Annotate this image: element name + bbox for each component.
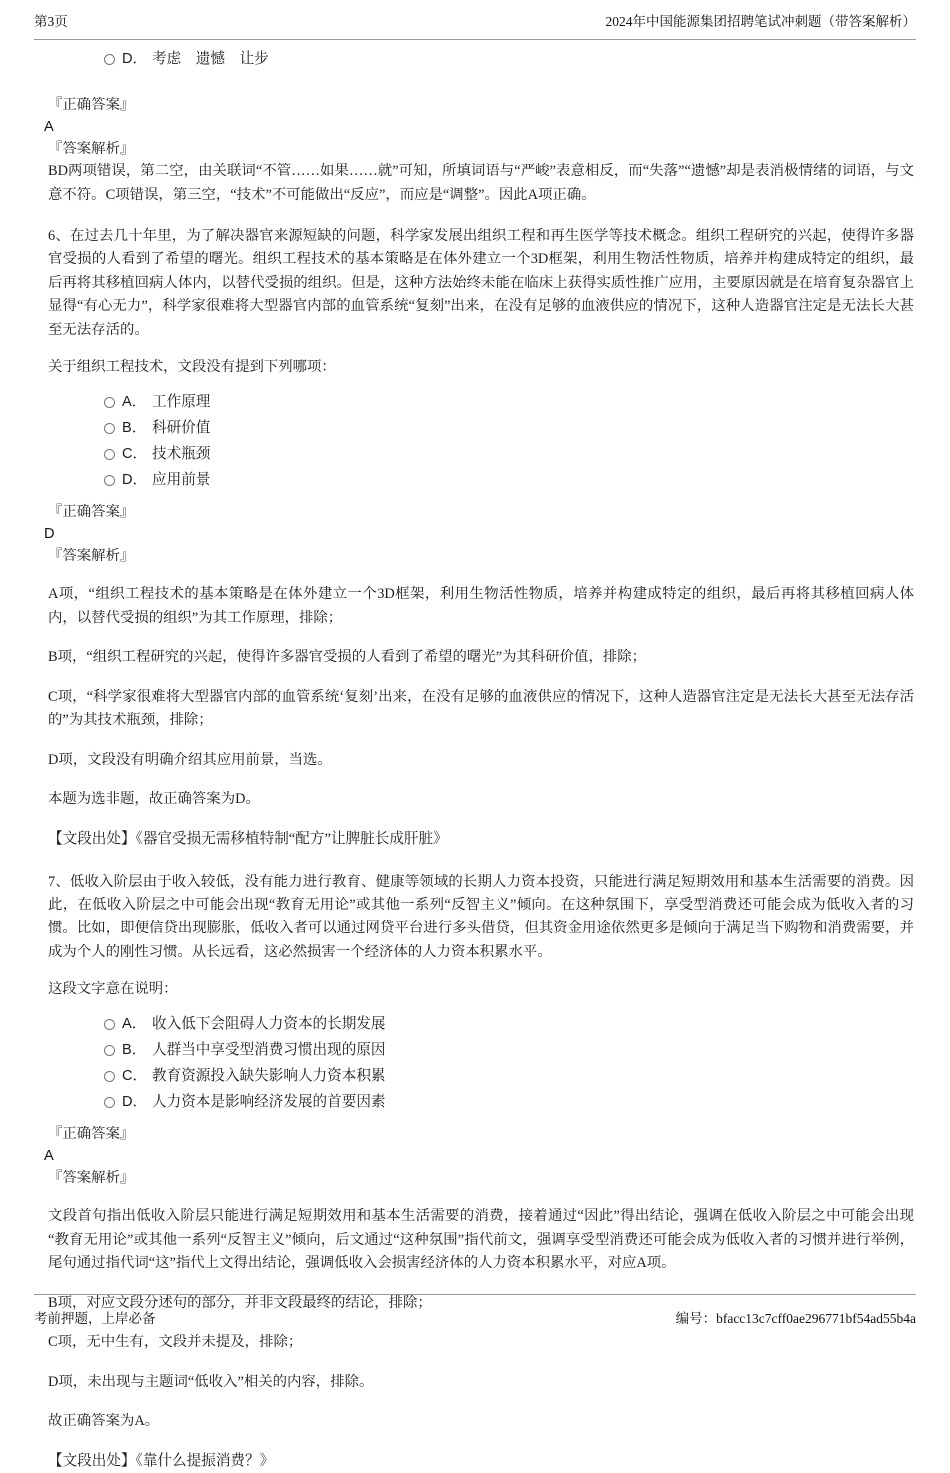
- correct-answer-value: D: [44, 526, 55, 543]
- page-footer: [34, 1294, 916, 1327]
- footer-serial-number: 编号：bfacc13c7cff0ae296771bf54ad55b4a: [675, 1311, 916, 1326]
- page-header: [34, 10, 916, 40]
- correct-answer-label: 『正确答案』: [48, 504, 135, 521]
- answer-analysis-label: 『答案解析』: [48, 548, 135, 565]
- correct-answer-value: A: [44, 119, 54, 135]
- option-letter: C．: [122, 446, 148, 463]
- analysis-paragraph: 文段首句指出低收入阶层只能进行满足短期效用和基本生活需要的消费，接着通过“因此”得出结论，强调在低收入阶层之中可能会出现“教育无用论”或其他一系列“反智主义”倾向，后文通过“这种氛围”指代前文，强调享受型消费还可能会成为低收入者的习惯并进行举例，尾句通过指代词“这”指代上文得出结论，强调低收入会损害经济体的人力资本积累水平，对应A项。: [48, 1208, 914, 1272]
- option-letter: D．: [122, 51, 148, 67]
- question-6-options: [34, 389, 916, 493]
- option-text: 工作原理: [152, 394, 211, 411]
- option-letter: B．: [122, 420, 147, 437]
- option-letter: B．: [122, 1042, 147, 1059]
- correct-answer-label: 『正确答案』: [48, 1126, 135, 1143]
- question-5-options: [34, 46, 916, 72]
- option-row[interactable]: [104, 467, 916, 493]
- option-row[interactable]: [104, 389, 916, 415]
- analysis-paragraph: D项，未出现与主题词“低收入”相关的内容，排除。: [48, 1373, 374, 1390]
- question-6-source: 【文段出处】《器官受损无需移植特制“配方”让脾脏长成肝脏》: [48, 830, 448, 847]
- option-letter: D．: [122, 472, 148, 489]
- analysis-paragraph: 故正确答案为A。: [48, 1413, 160, 1430]
- question-7-prompt: 这段文字意在说明：: [48, 981, 178, 998]
- radio-button-icon[interactable]: [104, 423, 115, 434]
- radio-button-icon[interactable]: [104, 397, 115, 408]
- option-text: 人力资本是影响经济发展的首要因素: [152, 1094, 386, 1111]
- option-text: 收入低下会阻碍人力资本的长期发展: [152, 1016, 386, 1033]
- option-row[interactable]: [104, 1011, 916, 1037]
- document-title: 2024年中国能源集团招聘笔试冲刺题（带答案解析）: [605, 14, 916, 29]
- option-letter: C．: [122, 1068, 148, 1085]
- option-row[interactable]: [104, 415, 916, 441]
- answer-analysis-label: 『答案解析』: [48, 141, 135, 157]
- option-row[interactable]: [104, 1089, 916, 1115]
- analysis-paragraph: C项，无中生有，文段并未提及，排除；: [48, 1334, 303, 1351]
- page-number: 第3页: [34, 14, 68, 29]
- question-7-options: [34, 1011, 916, 1115]
- option-row[interactable]: [104, 1037, 916, 1063]
- analysis-paragraph: C项，“科学家很难将大型器官内部的血管系统‘复刻’出来，在没有足够的血液供应的情况下，这种人造器官注定是无法长大甚至无法存活的”为其技术瓶颈，排除；: [48, 688, 914, 729]
- question-7-stem: 7、低收入阶层由于收入较低，没有能力进行教育、健康等领域的长期人力资本投资，只能进行满足短期效用和基本生活需要的消费。因此，在低收入阶层之中可能会出现“教育无用论”或其他一系列“反智主义”倾向。在这种氛围下，享受型消费还可能会成为低收入者的习惯。比如，即便信贷出现膨胀，低收入者可以通过网贷平台进行多头借贷，但其资金用途依然更多是倾向于满足当下购物和消费需要，并成为个人的刚性习惯。从长远看，这必然损害一个经济体的人力资本积累水平。: [48, 873, 914, 960]
- analysis-paragraph: B项，“组织工程研究的兴起，使得许多器官受损的人看到了希望的曙光”为其科研价值，排除；: [48, 649, 647, 666]
- radio-button-icon[interactable]: [104, 1097, 115, 1108]
- correct-answer-value: A: [44, 1148, 54, 1165]
- option-row[interactable]: [104, 1063, 916, 1089]
- option-letter: A．: [122, 394, 147, 411]
- option-text: 科研价值: [152, 420, 211, 437]
- option-text: 人群当中享受型消费习惯出现的原因: [152, 1042, 386, 1059]
- radio-button-icon[interactable]: [104, 1019, 115, 1030]
- analysis-paragraph: D项，文段没有明确介绍其应用前景，当选。: [48, 751, 332, 768]
- option-text: 应用前景: [152, 472, 211, 489]
- answer-analysis-label: 『答案解析』: [48, 1170, 135, 1187]
- radio-button-icon[interactable]: [104, 449, 115, 460]
- option-text: 考虑 遗憾 让步: [152, 51, 269, 67]
- option-row[interactable]: [104, 441, 916, 467]
- question-6-stem: 6、在过去几十年里，为了解决器官来源短缺的问题，科学家发展出组织工程和再生医学等技术概念。组织工程研究的兴起，使得许多器官受损的人看到了希望的曙光。组织工程技术的基本策略是在体外建立一个3D框架，利用生物活性物质，培养并构建成特定的组织，最后再将其移植回病人体内，以替代受损的组织。但是，这种方法始终未能在临床上获得实质性推广应用，主要原因就是在培育复杂器官上显得“有心无力”，科学家很难将大型器官内部的血管系统“复刻”出来，在没有足够的血液供应的情况下，这种人造器官注定是无法长大甚至无法存活的。: [48, 228, 914, 338]
- radio-button-icon[interactable]: [104, 1045, 115, 1056]
- radio-button-icon[interactable]: [104, 475, 115, 486]
- question-7-source: 【文段出处】《靠什么提振消费？》: [48, 1452, 275, 1469]
- radio-button-icon[interactable]: [104, 54, 115, 65]
- radio-button-icon[interactable]: [104, 1071, 115, 1082]
- option-letter: D．: [122, 1094, 148, 1111]
- analysis-paragraph: A项，“组织工程技术的基本策略是在体外建立一个3D框架，利用生物活性物质，培养并构建成特定的组织，最后再将其移植回病人体内，以替代受损的组织”为其工作原理，排除；: [48, 586, 914, 626]
- question-6-prompt: 关于组织工程技术，文段没有提到下列哪项：: [48, 359, 336, 376]
- correct-answer-label: 『正确答案』: [48, 97, 135, 113]
- analysis-paragraph: 本题为选非题，故正确答案为D。: [48, 791, 260, 808]
- analysis-paragraph: B项，对应文段分述句的部分，并非文段最终的结论，排除；: [48, 1294, 432, 1311]
- option-text: 技术瓶颈: [152, 446, 211, 463]
- footer-slogan: 考前押题，上岸必备: [34, 1311, 156, 1326]
- option-row[interactable]: [104, 46, 916, 72]
- option-text: 教育资源投入缺失影响人力资本积累: [152, 1068, 386, 1085]
- option-letter: A．: [122, 1016, 147, 1033]
- answer-analysis-text: BD两项错误，第二空，由关联词“不管……如果……就”可知，所填词语与“严峻”表意相反，而“失落”“遗憾”却是表消极情绪的词语，与文意不符。C项错误，第三空，“技术”不可能做出“反应”，而应是“调整”。因此A项正确。: [48, 163, 914, 203]
